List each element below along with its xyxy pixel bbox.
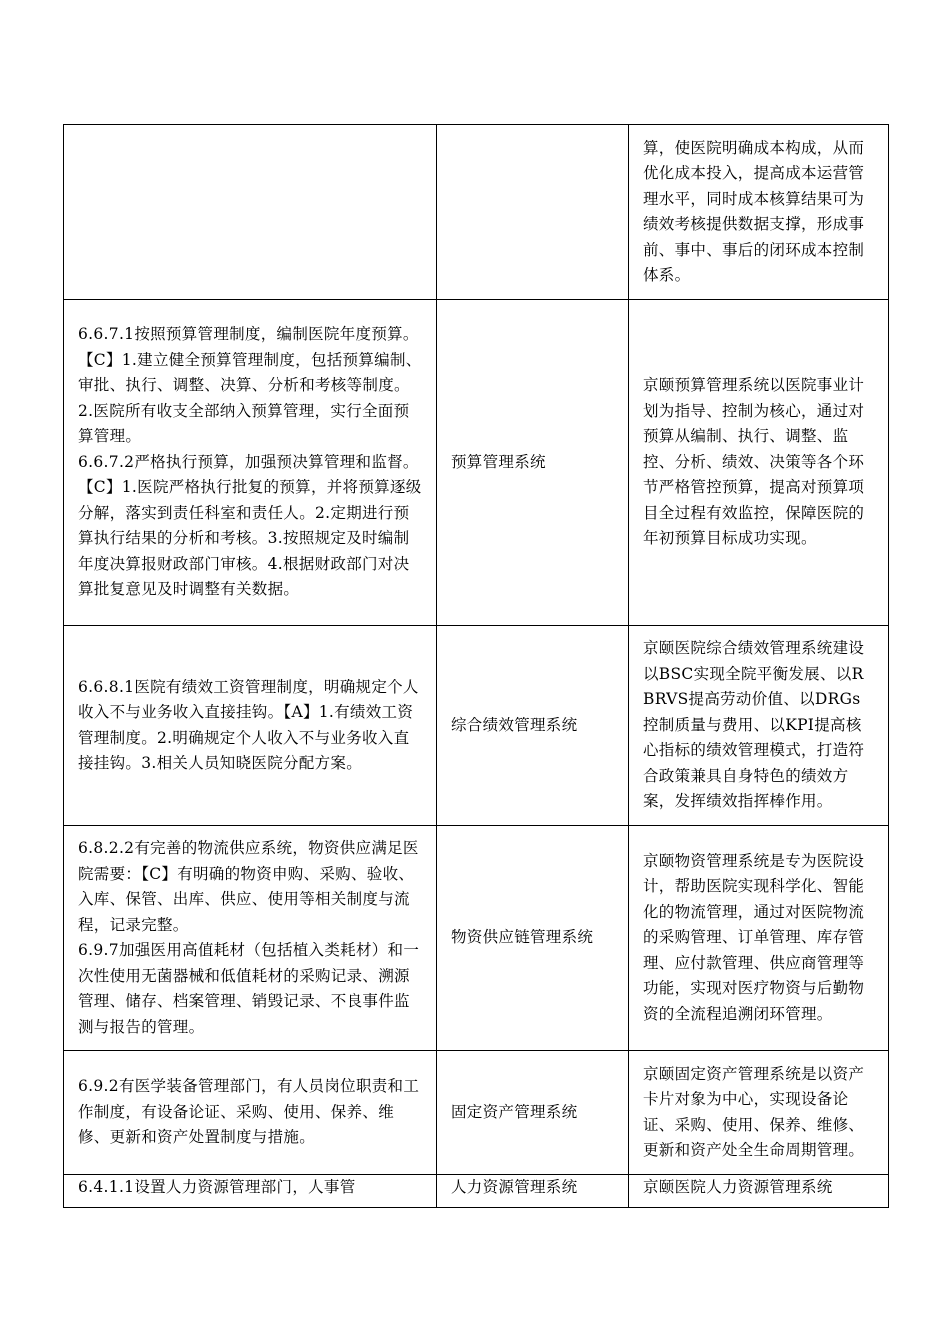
table-row [64, 1175, 889, 1208]
description-cell: 京颐预算管理系统以医院事业计划为指导、控制为核心，通过对预算从编制、执行、调整、监控、分析、绩效、决策等各个环节严格管控预算，提高对预算项目全过程有效监控，保障医院的年初预算目标成功实现。 [629, 300, 889, 626]
table-row [64, 626, 889, 826]
standard-cell [64, 1051, 437, 1175]
description-cell: 京颐医院综合绩效管理系统建设以BSC实现全院平衡发展、以RBRVS提高劳动价值、以DRGs控制质量与费用、以KPI提高核心指标的绩效管理模式，打造符合政策兼具自身特色的绩效方案，发挥绩效指挥棒作用。 [629, 626, 889, 826]
standard-clause: 6.8.2.2有完善的物流供应系统，物资供应满足医院需要：【C】有明确的物资申购、采购、验收、入库、保管、出库、供应、使用等相关制度与流程，记录完整。 [78, 839, 419, 934]
standard-cell [64, 1175, 437, 1208]
system-name-cell: 物资供应链管理系统 [437, 826, 629, 1051]
table-row [64, 125, 889, 300]
system-name-cell: 综合绩效管理系统 [437, 626, 629, 826]
system-name-cell [437, 125, 629, 300]
system-name-cell: 人力资源管理系统 [437, 1175, 629, 1208]
standard-clause: 6.4.1.1设置人力资源管理部门，人事管 [78, 1178, 356, 1196]
standard-clause: 6.9.2有医学装备管理部门，有人员岗位职责和工作制度，有设备论证、采购、使用、保养、维修、更新和资产处置制度与措施。 [78, 1077, 420, 1147]
standard-cell [64, 626, 437, 826]
standard-cell [64, 826, 437, 1051]
standard-clause: 6.6.8.1医院有绩效工资管理制度，明确规定个人收入不与业务收入直接挂钩。【A】1.有绩效工资管理制度。2.明确规定个人收入不与业务收入直接挂钩。3.相关人员知晓医院分配方案。 [78, 677, 419, 772]
description-cell: 京颐医院人力资源管理系统 [629, 1175, 889, 1208]
system-name-cell: 固定资产管理系统 [437, 1051, 629, 1175]
table-row [64, 826, 889, 1051]
system-name-cell: 预算管理系统 [437, 300, 629, 626]
standard-clause: 6.6.7.1按照预算管理制度，编制医院年度预算。【C】1.建立健全预算管理制度，包括预算编制、审批、执行、调整、决算、分析和考核等制度。2.医院所有收支全部纳入预算管理，实行全面预算管理。 [78, 325, 422, 446]
table-row [64, 300, 889, 626]
description-cell: 算，使医院明确成本构成，从而优化成本投入，提高成本运营管理水平，同时成本核算结果可为绩效考核提供数据支撑，形成事前、事中、事后的闭环成本控制体系。 [629, 125, 889, 300]
system-mapping-table [63, 124, 889, 1208]
standard-clause: 6.6.7.2严格执行预算，加强预决算管理和监督。【C】1.医院严格执行批复的预算，并将预算逐级分解，落实到责任科室和责任人。2.定期进行预算执行结果的分析和考核。3.按照规定及时编制年度决算报财政部门审核。4.根据财政部门对决算批复意见及时调整有关数据。 [78, 452, 422, 599]
standard-cell [64, 300, 437, 626]
standard-clause: 6.9.7加强医用高值耗材（包括植入类耗材）和一次性使用无菌器械和低值耗材的采购记录、溯源管理、储存、档案管理、销毁记录、不良事件监测与报告的管理。 [78, 941, 420, 1036]
table-row [64, 1051, 889, 1175]
description-cell: 京颐物资管理系统是专为医院设计，帮助医院实现科学化、智能化的物流管理，通过对医院物流的采购管理、订单管理、库存管理、应付款管理、供应商管理等功能，实现对医疗物资与后勤物资的全流程追溯闭环管理。 [629, 826, 889, 1051]
standard-cell [64, 125, 437, 300]
description-cell: 京颐固定资产管理系统是以资产卡片对象为中心，实现设备论证、采购、使用、保养、维修、更新和资产处全生命周期管理。 [629, 1051, 889, 1175]
